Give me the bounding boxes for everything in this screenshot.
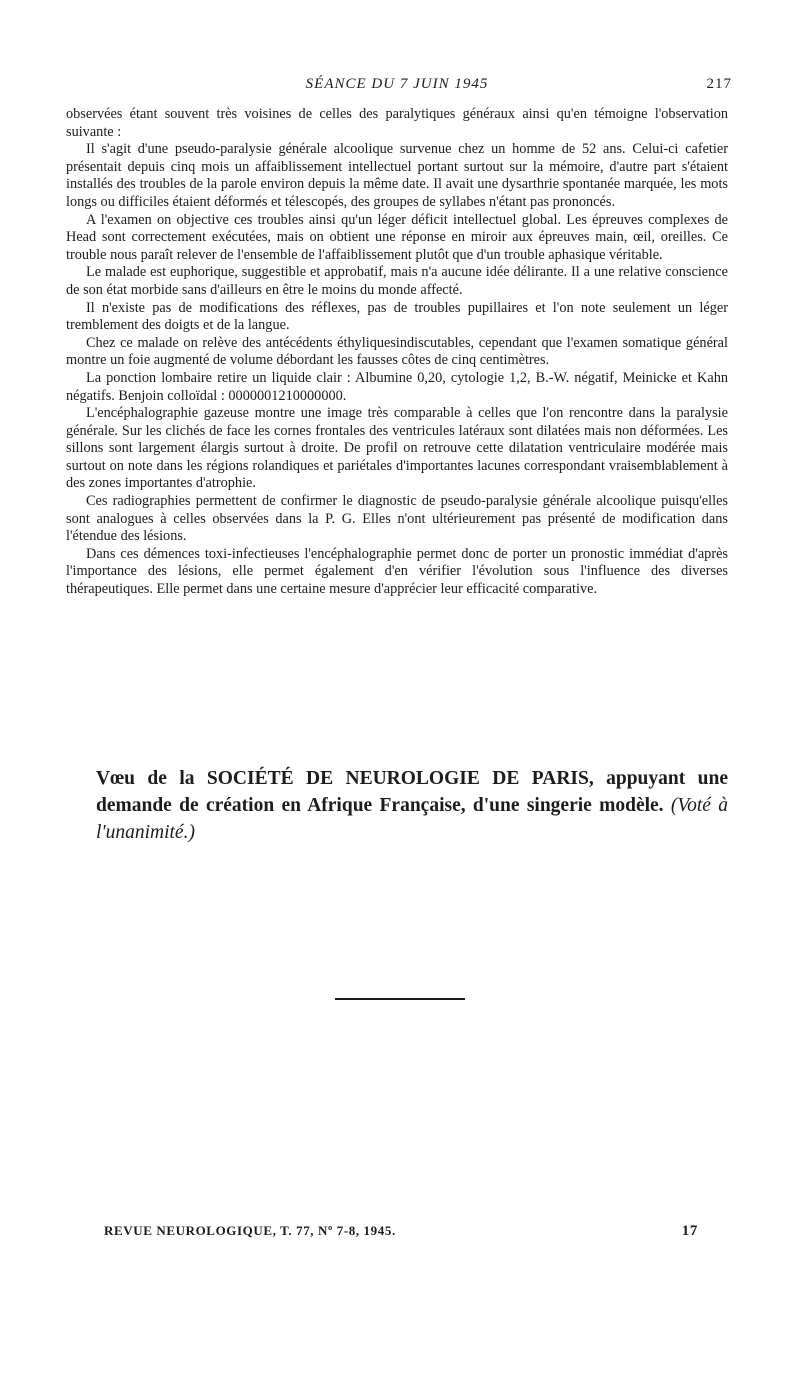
paragraph: observées étant souvent très voisines de celles des paralytiques généraux ainsi qu'en témoigne l'observation suivante : <box>66 106 728 140</box>
paragraph: Il n'existe pas de modifications des réflexes, pas de troubles pupillaires et l'on note seulement un léger tremblement des doigts et de la langue. <box>66 299 728 334</box>
resolution-title: Vœu de la SOCIÉTÉ DE NEUROLOGIE DE PARIS, appuyant une demande de création en Afrique Française, d'une singerie modèle. <box>96 768 728 816</box>
paragraph: A l'examen on objective ces troubles ainsi qu'un léger déficit intellectuel global. Les épreuves complexes de Head sont correctement exécutées, mais on obtient une réponse en miroir aux épreuves main, œil, oreilles. Ce trouble nous paraît relever de l'ensemble de l'affaiblissement plutôt que d'un trouble aphasique véritable. <box>66 211 728 263</box>
running-head <box>62 76 732 98</box>
paragraph: Le malade est euphorique, suggestible et approbatif, mais n'a aucune idée délirante. Il a une relative conscience de son état morbide sans d'ailleurs en être le moins du monde affecté. <box>66 264 728 298</box>
article-body <box>66 106 728 599</box>
paragraph: Il s'agit d'une pseudo-paralysie générale alcoolique survenue chez un homme de 52 ans. Celui-ci cafetier présentait depuis cinq mois un affaiblissement intellectuel portant surtout sur la mémoire, d'autre part s'étaient installés des troubles de la parole environ depuis la même date. Il avait une dysarthrie spontanée marquée, les mots longs ou difficiles étaient déformés et télescopés, des groupes de syllabes n'étant pas prononcés. <box>66 141 728 210</box>
paragraph: La ponction lombaire retire un liquide clair : Albumine 0,20, cytologie 1,2, B.-W. négatif, Meinicke et Kahn négatifs. Benjoin colloïdal : 0000001210000000. <box>66 369 728 404</box>
paragraph: Dans ces démences toxi-infectieuses l'encéphalographie permet donc de porter un pronostic immédiat d'après l'importance des lésions, elle permet également d'en vérifier l'évolution sous l'influence des diverses thérapeutiques. Elle permet dans une certaine mesure d'apprécier leur efficacité comparative. <box>66 545 728 598</box>
page-footer <box>104 1223 698 1243</box>
paragraph: L'encéphalographie gazeuse montre une image très comparable à celles que l'on rencontre dans la paralysie générale. Sur les clichés de face les cornes frontales des ventricules latéraux sont dilatées mais non déformées. Les sillons sont largement élargis surtout à droite. De profil on retrouve cette dilatation ventriculaire modérée mais surtout on note dans les régions rolandiques et pariétales d'importantes lacunes correspondant vraisemblablement à des zones importantes d'atrophie. <box>66 405 728 492</box>
running-title: SÉANCE DU 7 JUIN 1945 <box>305 76 489 92</box>
resolution-heading <box>96 765 728 846</box>
journal-citation: REVUE NEUROLOGIQUE, T. 77, Nº 7-8, 1945. <box>104 1223 396 1238</box>
paragraph: Chez ce malade on relève des antécédents éthyliquesindiscutables, cependant que l'examen somatique général montre un foie augmenté de volume débordant les fausses côtes de cinq centimètres. <box>66 334 728 369</box>
resolution-note: (Voté à l'unanimité.) <box>96 795 728 843</box>
section-divider <box>335 998 465 1000</box>
sheet-number: 17 <box>681 1223 698 1239</box>
paragraph: Ces radiographies permettent de confirmer le diagnostic de pseudo-paralysie générale alcoolique puisqu'elles sont analogues à celles observées dans la P. G. Elles n'ont ultérieurement pas présenté de modification dans l'étendue des lésions. <box>66 493 728 545</box>
page-number: 217 <box>706 76 732 92</box>
